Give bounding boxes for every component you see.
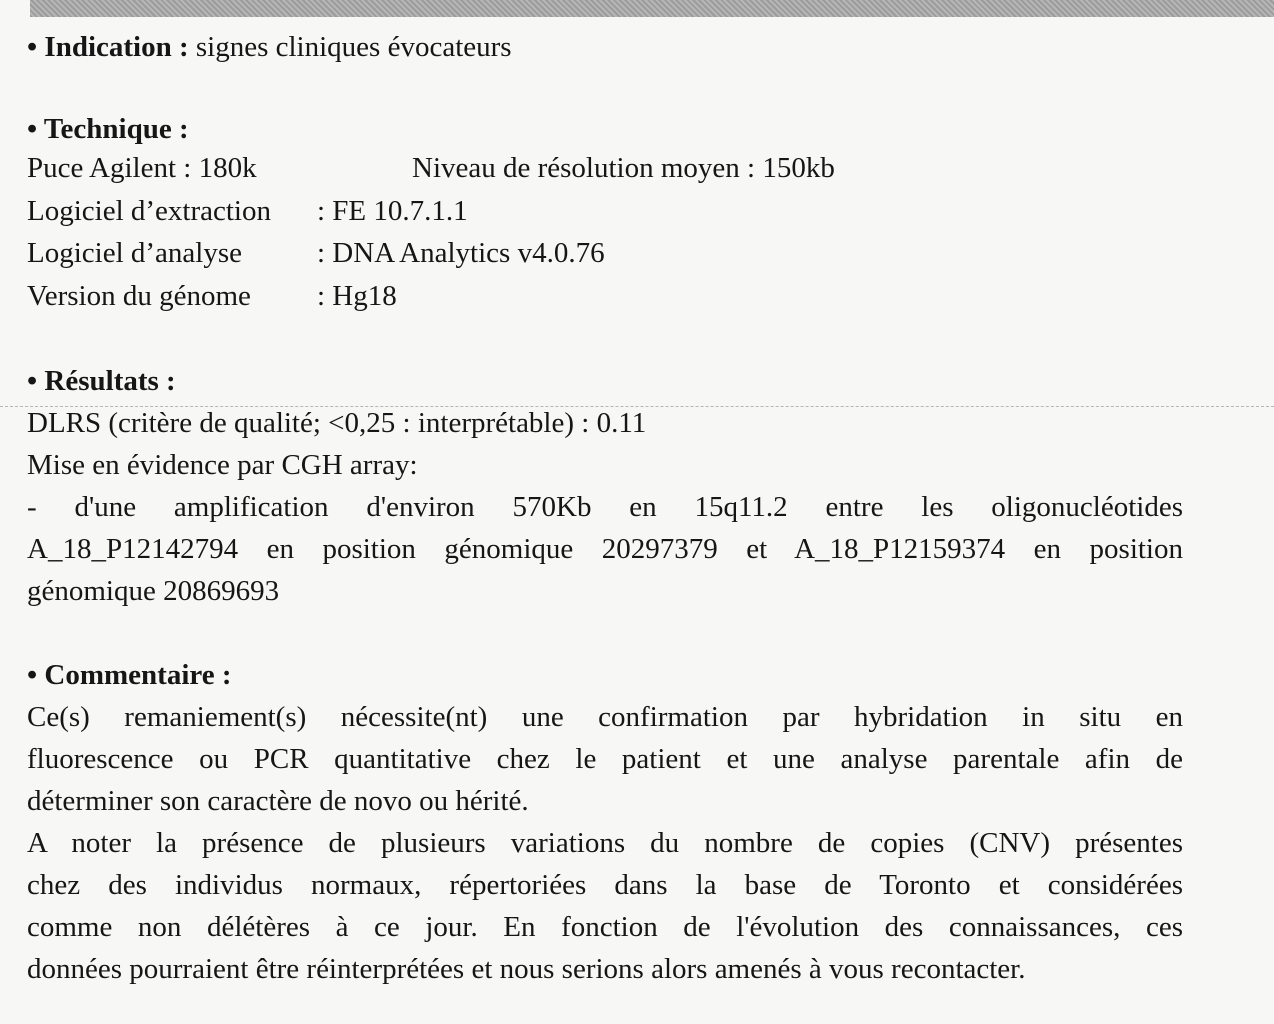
comment-text-line: données pourraient être réinterprétées et nous serions alors amenés à vous recontacter.	[27, 953, 1026, 985]
comment-text-line: déterminer son caractère de novo ou hérité.	[27, 785, 529, 817]
result-text-line: - d'une amplification d'environ 570Kb en 15q11.2 entre les oligonucléotides	[27, 491, 1183, 523]
comment-text-line: A noter la présence de plusieurs variations du nombre de copies (CNV) présentes	[27, 827, 1183, 859]
indication-value: signes cliniques évocateurs	[195, 31, 512, 63]
genome-label: Version du génome	[27, 280, 251, 312]
puce-agilent-line: Puce Agilent : 180k	[27, 152, 257, 184]
scan-header-band	[30, 0, 1274, 17]
result-text-line: A_18_P12142794 en position génomique 20297379 et A_18_P12159374 en position	[27, 533, 1183, 565]
cgh-intro-line: Mise en évidence par CGH array:	[27, 449, 418, 481]
technique-heading: • Technique :	[27, 113, 189, 145]
indication-label: • Indication :	[27, 31, 189, 63]
commentaire-heading: • Commentaire :	[27, 659, 232, 691]
dlrs-line: DLRS (critère de qualité; <0,25 : interprétable) : 0.11	[27, 407, 647, 439]
indication-line	[27, 26, 512, 68]
genome-value: : Hg18	[317, 280, 397, 312]
analyse-value: : DNA Analytics v4.0.76	[317, 237, 605, 269]
comment-text-line: fluorescence ou PCR quantitative chez le patient et une analyse parentale afin de	[27, 743, 1183, 775]
extraction-label: Logiciel d’extraction	[27, 195, 271, 227]
result-text-line: génomique 20869693	[27, 575, 280, 607]
analyse-label: Logiciel d’analyse	[27, 237, 242, 269]
comment-text-line: chez des individus normaux, répertoriées dans la base de Toronto et considérées	[27, 869, 1183, 901]
resultats-heading: • Résultats :	[27, 365, 176, 397]
extraction-value: : FE 10.7.1.1	[317, 195, 468, 227]
comment-text-line: Ce(s) remaniement(s) nécessite(nt) une confirmation par hybridation in situ en	[27, 701, 1183, 733]
resolution-line: Niveau de résolution moyen : 150kb	[412, 152, 835, 184]
comment-text-line: comme non délétères à ce jour. En fonction de l'évolution des connaissances, ces	[27, 911, 1183, 943]
